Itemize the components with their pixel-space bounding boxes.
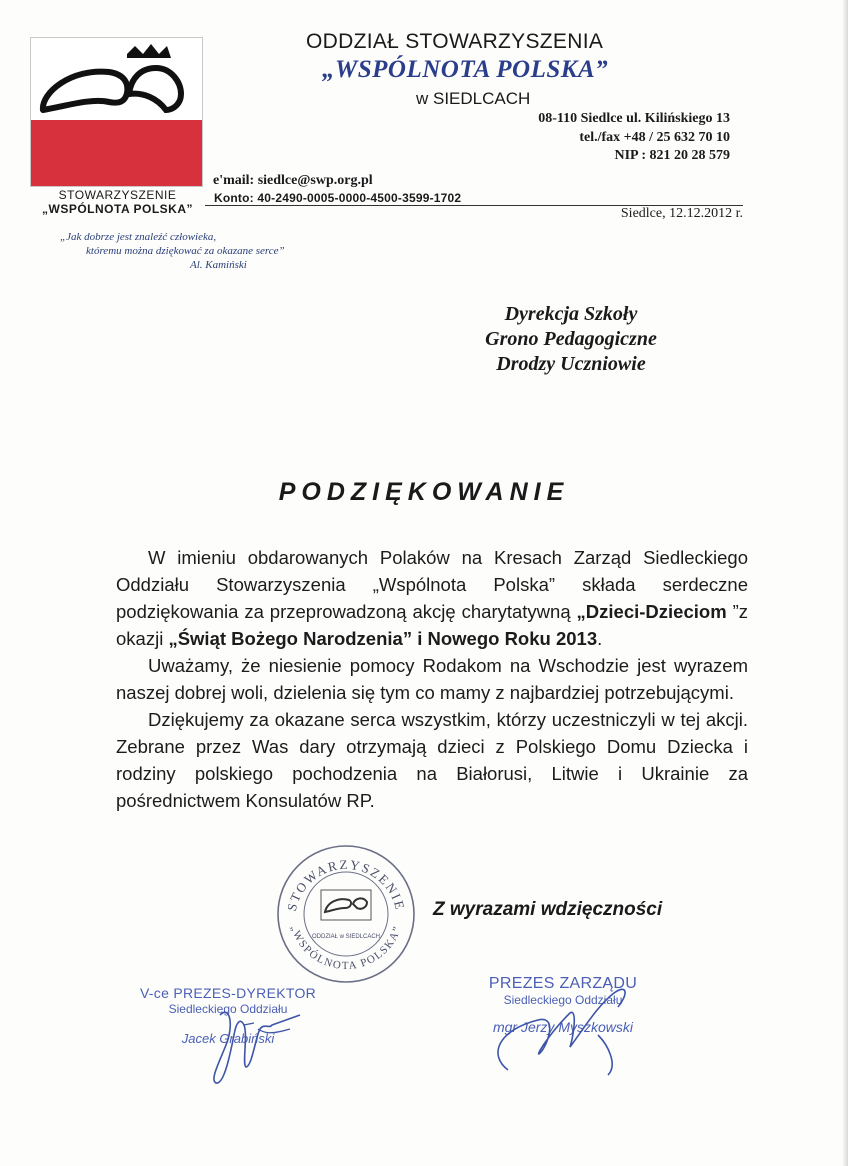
signature-right-role: PREZES ZARZĄDU <box>488 975 638 992</box>
organization-logo <box>30 37 203 187</box>
contact-block <box>538 110 730 166</box>
signature-left-name: Jacek Grabiński <box>181 1031 275 1046</box>
recipient-line: Grono Pedagogiczne <box>485 328 657 350</box>
motto-quote <box>60 230 360 272</box>
letter-date: Siedlce, 12.12.2012 r. <box>620 206 743 221</box>
signature-right-unit: Siedleckiego Oddziału <box>503 993 623 1007</box>
svg-text:STOWARZYSZENIE <box>284 857 408 913</box>
recipients-block <box>446 302 696 377</box>
logo-caption-line2: „WSPÓLNOTA POLSKA” <box>42 202 193 216</box>
stamp-inner-text: ODDZIAŁ w SIEDLCACH <box>311 934 381 940</box>
org-name-line3: w SIEDLCACH <box>416 89 531 108</box>
stamp-top-text: STOWARZYSZENIE <box>283 856 409 913</box>
eagle-logo-icon <box>31 38 202 120</box>
closing-phrase: Z wyrazami wdzięczności <box>433 899 663 920</box>
body-paragraph-1: W imieniu obdarowanych Polaków na Kresach Zarząd Siedleckiego Oddziału Stowarzyszenia „Wspólnota Polska” składa serdeczne podziękowania za przeprowadzoną akcję charytatywną „Dzieci-Dzieciom ”z okazji „Świąt Bożego Narodzenia” i Nowego Roku 2013. <box>116 547 748 649</box>
letter-body <box>116 544 748 814</box>
nip-line: NIP : 821 20 28 579 <box>614 148 730 163</box>
signature-left <box>128 985 328 1047</box>
quote-line1: „Jak dobrze jest znaleźć człowieka, <box>60 231 217 243</box>
phone-line: tel./fax +48 / 25 632 70 10 <box>579 129 730 145</box>
email-line: e'mail: siedlce@swp.org.pl <box>213 173 373 188</box>
address-line: 08-110 Siedlce ul. Kilińskiego 13 <box>538 111 730 126</box>
bank-account-line: Konto: 40-2490-0005-0000-4500-3599-1702 <box>214 191 462 205</box>
logo-caption <box>30 188 205 216</box>
signature-right-name: mgr Jerzy Myszkowski <box>492 1019 633 1035</box>
signature-left-unit: Siedleckiego Oddziału <box>168 1002 288 1016</box>
quote-line2: któremu można dziękować za okazane serce” <box>86 245 285 257</box>
round-stamp-icon <box>273 842 418 987</box>
body-paragraph-3: Dziękujemy za okazane serca wszystkim, którzy uczestniczyli w tej akcji. Zebrane przez Was dary otrzymają dzieci z Polskiego Domu Dziecka i rodziny polskiego pochodzenia na Białorusi, Litwie i Ukrainie za pośrednictwem Konsulatów RP. <box>116 709 748 811</box>
logo-caption-line1: STOWARZYSZENIE <box>58 188 177 202</box>
letter-title: PODZIĘKOWANIE <box>278 478 570 506</box>
svg-text:„WSPÓLNOTA POLSKA” <box>288 924 404 972</box>
page-edge <box>842 0 848 1166</box>
org-name-line2: „WSPÓLNOTA POLSKA” <box>322 56 609 83</box>
signature-left-role: V-ce PREZES-DYREKTOR <box>139 985 317 1001</box>
org-name-line1: ODDZIAŁ STOWARZYSZENIA <box>306 30 604 53</box>
stamp-bottom-text: „WSPÓLNOTA POLSKA” <box>288 923 404 973</box>
recipient-line: Drodzy Uczniowie <box>496 353 646 375</box>
quote-author: Al. Kamiński <box>190 259 247 271</box>
body-paragraph-2: Uważamy, że niesienie pomocy Rodakom na Wschodzie jest wyrazem naszej dobrej woli, dzielenia się tym co mamy z najbardziej potrzebującymi. <box>116 655 748 703</box>
recipient-line: Dyrekcja Szkoły <box>504 303 638 325</box>
signature-right <box>458 975 668 1035</box>
